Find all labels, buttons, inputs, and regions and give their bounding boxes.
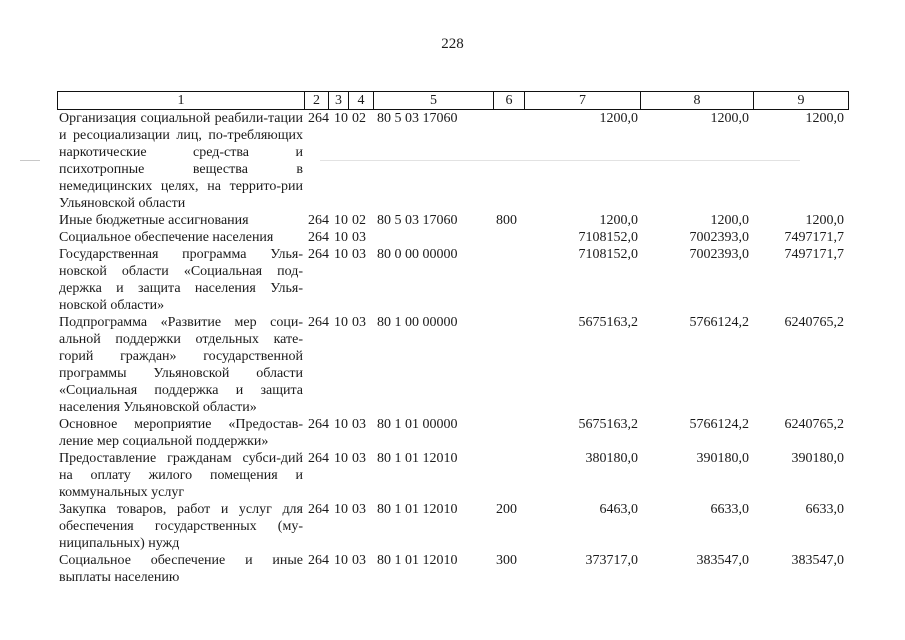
cell-col-4: 02	[352, 111, 366, 126]
header-cell-8: 8	[640, 91, 753, 110]
cell-col-5: 80 1 01 00000	[377, 417, 458, 432]
cell-col-7: 380180,0	[585, 451, 638, 466]
cell-col-2: 264	[308, 247, 329, 262]
cell-col-3: 10	[334, 451, 348, 466]
row-name: Иные бюджетные ассигнования	[59, 213, 249, 228]
cell-col-9: 1200,0	[805, 111, 844, 126]
cell-col-4: 03	[352, 247, 366, 262]
table-body	[57, 110, 848, 586]
cell-col-4: 03	[352, 230, 366, 245]
row-name: Организация социальной реабили-​тации и ресоциализации лиц, по-​требляющих наркотические сред-​ства и психотропные вещества в немедицинских целях, на террито-​рии Ульяновской области	[59, 111, 303, 211]
table-row	[57, 450, 848, 501]
cell-col-8: 390180,0	[696, 451, 749, 466]
cell-col-3: 10	[334, 213, 348, 228]
cell-col-8: 6633,0	[710, 502, 749, 517]
header-cell-4: 4	[348, 91, 373, 110]
table-row	[57, 110, 848, 212]
row-name: Закупка товаров, работ и услуг для обеспечения государственных (му-​ниципальных) нужд	[59, 502, 303, 551]
budget-table	[57, 91, 848, 586]
cell-col-9: 7497171,7	[784, 230, 844, 245]
cell-col-2: 264	[308, 553, 329, 568]
cell-col-6: 200	[496, 502, 517, 517]
cell-col-8: 5766124,2	[689, 417, 749, 432]
cell-col-2: 264	[308, 451, 329, 466]
cell-col-6: 300	[496, 553, 517, 568]
cell-col-8: 7002393,0	[689, 247, 749, 262]
cell-col-8: 5766124,2	[689, 315, 749, 330]
scan-artifact	[20, 160, 40, 161]
table-row	[57, 314, 848, 416]
cell-col-3: 10	[334, 230, 348, 245]
table-row	[57, 229, 848, 246]
row-name: Социальное обеспечение населения	[59, 230, 274, 245]
cell-col-5: 80 1 00 00000	[377, 315, 458, 330]
header-cell-9: 9	[753, 91, 849, 110]
scan-artifact	[320, 160, 800, 161]
cell-col-6: 800	[496, 213, 517, 228]
cell-col-9: 1200,0	[805, 213, 844, 228]
cell-col-7: 373717,0	[585, 553, 638, 568]
cell-col-5: 80 5 03 17060	[377, 111, 458, 126]
cell-col-3: 10	[334, 315, 348, 330]
cell-col-7: 5675163,2	[578, 315, 638, 330]
table-header	[57, 91, 848, 110]
table-row	[57, 552, 848, 586]
cell-col-4: 03	[352, 553, 366, 568]
cell-col-4: 03	[352, 451, 366, 466]
cell-col-2: 264	[308, 230, 329, 245]
header-cell-6: 6	[493, 91, 524, 110]
row-name: Социальное обеспечение и иные выплаты населению	[59, 553, 303, 585]
cell-col-9: 6240765,2	[784, 417, 844, 432]
cell-col-3: 10	[334, 247, 348, 262]
cell-col-9: 383547,0	[791, 553, 844, 568]
header-cell-2: 2	[304, 91, 328, 110]
cell-col-8: 1200,0	[710, 213, 749, 228]
cell-col-4: 03	[352, 315, 366, 330]
cell-col-3: 10	[334, 417, 348, 432]
row-name: Государственная программа Улья-​новской области «Социальная под-​держка и защита населения Улья-​новской области»	[59, 247, 303, 313]
page-number: 228	[441, 36, 464, 52]
cell-col-5: 80 5 03 17060	[377, 213, 458, 228]
cell-col-2: 264	[308, 213, 329, 228]
cell-col-7: 1200,0	[599, 213, 638, 228]
row-name: Предоставление гражданам субси-​дий на оплату жилого помещения и коммунальных услуг	[59, 451, 303, 500]
cell-col-9: 7497171,7	[784, 247, 844, 262]
cell-col-7: 1200,0	[599, 111, 638, 126]
cell-col-9: 6240765,2	[784, 315, 844, 330]
cell-col-8: 1200,0	[710, 111, 749, 126]
cell-col-8: 7002393,0	[689, 230, 749, 245]
row-name: Основное мероприятие «Предостав-​ление мер социальной поддержки»	[59, 417, 303, 449]
cell-col-4: 03	[352, 502, 366, 517]
table-row	[57, 416, 848, 450]
cell-col-9: 390180,0	[791, 451, 844, 466]
row-name: Подпрограмма «Развитие мер соци-​альной поддержки отдельных кате-​горий граждан» государственной программы Ульяновской области «Социальная поддержка и защита населения Ульяновской области»	[59, 315, 303, 415]
table-row	[57, 246, 848, 314]
table-row	[57, 501, 848, 552]
cell-col-2: 264	[308, 111, 329, 126]
cell-col-4: 02	[352, 213, 366, 228]
cell-col-9: 6633,0	[805, 502, 844, 517]
cell-col-8: 383547,0	[696, 553, 749, 568]
cell-col-3: 10	[334, 111, 348, 126]
cell-col-7: 6463,0	[599, 502, 638, 517]
cell-col-3: 10	[334, 553, 348, 568]
cell-col-5: 80 1 01 12010	[377, 502, 458, 517]
header-cell-3: 3	[328, 91, 348, 110]
header-cell-7: 7	[524, 91, 640, 110]
cell-col-3: 10	[334, 502, 348, 517]
cell-col-5: 80 0 00 00000	[377, 247, 458, 262]
cell-col-7: 7108152,0	[578, 230, 638, 245]
header-cell-1: 1	[57, 91, 304, 110]
cell-col-2: 264	[308, 417, 329, 432]
cell-col-2: 264	[308, 502, 329, 517]
cell-col-7: 7108152,0	[578, 247, 638, 262]
table-row	[57, 212, 848, 229]
cell-col-4: 03	[352, 417, 366, 432]
cell-col-5: 80 1 01 12010	[377, 553, 458, 568]
header-cell-5: 5	[373, 91, 493, 110]
cell-col-7: 5675163,2	[578, 417, 638, 432]
cell-col-5: 80 1 01 12010	[377, 451, 458, 466]
cell-col-2: 264	[308, 315, 329, 330]
